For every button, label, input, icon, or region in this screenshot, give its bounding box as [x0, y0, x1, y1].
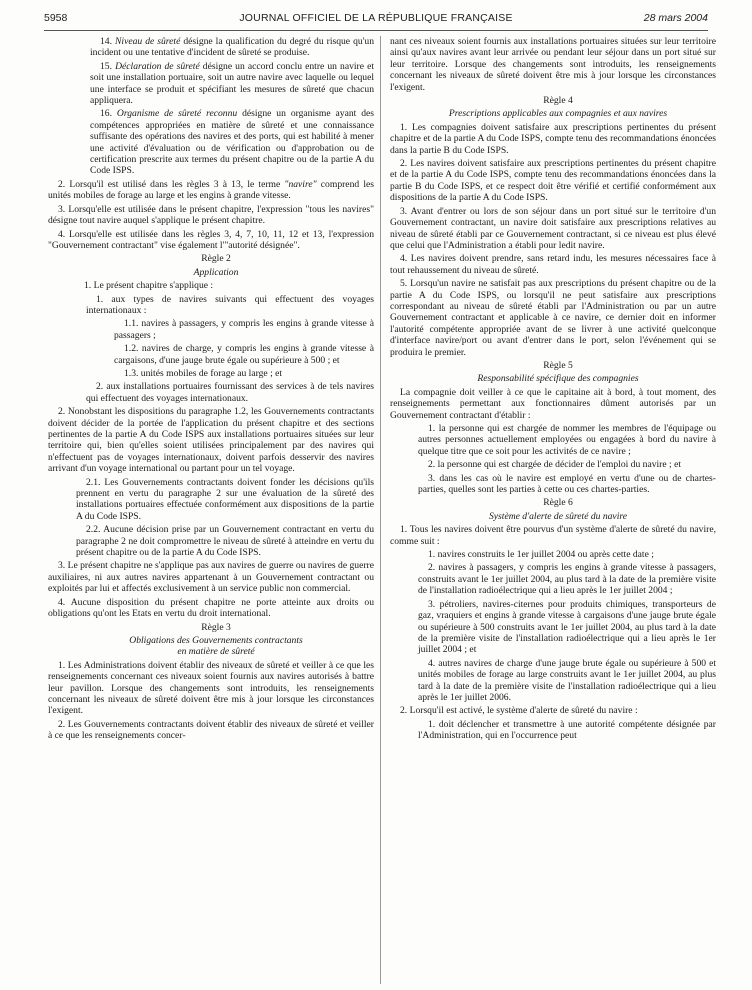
rule-5-subtitle: Responsabilité spécifique des compagnies: [477, 373, 639, 385]
rule-2-paragraph-3: 3. Le présent chapitre ne s'applique pas aux navires de guerre ou navires de guerre auxiliaires, ni aux autres navires appartenant à un Gouvernement contractant ou exploités par lui et affectés exclusivement à un service public non commercial.: [48, 560, 374, 595]
rule-4-paragraph-1: 1. Les compagnies doivent satisfaire aux prescriptions pertinentes du présent chapitre et de la partie A du Code ISPS, compte tenu des recommandations énoncées dans la partie B du Code ISPS.: [390, 121, 716, 156]
rule-3-heading: Règle 3: [201, 621, 231, 633]
page-number: 5958: [44, 12, 68, 24]
rule-6-item-1: 1. navires construits le 1er juillet 2004 ou après cette date ;: [428, 549, 654, 561]
definition-16: 16. Organisme de sûreté reconnu désigne un organisme ayant des compétences appropriées en matière de sûreté et une connaissance suffisante des opérations des navires et des ports, qui est habilité à mener une activité d'évaluation ou de vérification ou d'approbation ou de certification prescrite aux termes du présent chapitre ou de la partie A du Code ISPS.: [90, 108, 374, 177]
rule-6-paragraph-2-item-1: 1. doit déclencher et transmettre à une autorité compétente désignée par l'Administration, qui en l'occurrence peut: [418, 718, 716, 742]
rule-6-item-3: 3. pétroliers, navires-citernes pour produits chimiques, transporteurs de gaz, vraquiers et engins à grande vitesse à cargaisons d'une jauge brute égale ou supérieure à 500 construits avant le 1er juillet 2004, au plus tard à la date de la première visite de l'installation radioélectrique qui a lieu après le 1er juillet 2004 ; et: [418, 598, 716, 656]
definition-term: Déclaration de sûreté: [115, 60, 200, 72]
rule-4-paragraph-2: 2. Les navires doivent satisfaire aux prescriptions pertinentes du présent chapitre et de la partie A du Code ISPS, compte tenu des recommandations énoncées dans la partie B du Code ISPS, et ce respect doit être vérifié et certifié conformément aux dispositions de la partie A du Code ISPS.: [390, 158, 716, 204]
rule-5-intro: La compagnie doit veiller à ce que le capitaine ait à bord, à tout moment, des renseignements permettant aux fonctionnaires dûment autorisés par un Gouvernement contractant d'établir :: [390, 386, 716, 421]
definition-term: Niveau de sûreté: [115, 36, 181, 47]
definition-14: 14. Niveau de sûreté désigne la qualification du degré du risque qu'un incident ou une tentative d'incident de sûreté se produise.: [90, 36, 374, 59]
rule-2-paragraph-4: 4. Aucune disposition du présent chapitre ne porte atteinte aux droits ou obligations qu'ont les Etats en vertu du droit international.: [48, 596, 374, 620]
rule-5-item-2: 2. la personne qui est chargée de décider de l'emploi du navire ; et: [428, 459, 682, 471]
rule-2-item-1-1-1: 1.1. navires à passagers, y compris les engins à grande vitesse à passagers ;: [114, 318, 374, 341]
left-column: [48, 36, 374, 984]
rule-6-paragraph-2: 2. Lorsqu'il est activé, le système d'alerte de sûreté du navire :: [400, 705, 638, 717]
journal-title: JOURNAL OFFICIEL DE LA RÉPUBLIQUE FRANÇAISE: [239, 12, 513, 24]
rule-2-subtitle: Application: [193, 266, 239, 278]
rule-3-subtitle-line-1: Obligations des Gouvernements contractants: [129, 634, 303, 646]
rule-2-paragraph-2-2: 2.2. Aucune décision prise par un Gouvernement contractant en vertu du paragraphe 2 ne doit compromettre le niveau de sûreté à atteindre en vertu du présent chapitre ou de la partie A du Code ISPS.: [76, 524, 374, 559]
rule-6-item-2: 2. navires à passagers, y compris les engins à grande vitesse à passagers, construits avant le 1er juillet 2004, au plus tard à la date de la première visite de l'installation radioélectrique qui a lieu après le 1er juillet 2004 ;: [418, 562, 716, 597]
header-rule: [44, 30, 708, 31]
rule-2-paragraph-2: 2. Nonobstant les dispositions du paragraphe 1.2, les Gouvernements contractants doivent décider de la portée de l'application du présent chapitre et des sections pertinentes de la partie A du Code ISPS aux installations portuaires situées sur leur territoire qui, bien qu'elles soient utilisées principalement par des navires qui n'effectuent pas de voyages internationaux, doivent parfois desservir des navires arrivant d'un voyage international ou partant pour un tel voyage.: [48, 406, 374, 475]
rule-6-item-4: 4. autres navires de charge d'une jauge brute égale ou supérieure à 500 et unités mobiles de forage au large construits avant le 1er juillet 2004, au plus tard à la date de la première visite de l'installation radioélectrique qui a lieu après le 1er juillet 2006.: [418, 657, 716, 703]
definition-term: Organisme de sûreté reconnu: [116, 108, 238, 120]
rule-6-paragraph-1: 1. Tous les navires doivent être pourvus d'un système d'alerte de sûreté du navire, comme suit :: [390, 524, 716, 547]
rule-2-heading: Règle 2: [201, 253, 231, 265]
rule-6-heading: Règle 6: [543, 497, 573, 509]
rule-5-heading: Règle 5: [543, 359, 573, 371]
rule-2-item-1: 1. Le présent chapitre s'applique :: [84, 280, 214, 292]
right-column: [390, 36, 716, 984]
definition-15: 15. Déclaration de sûreté désigne un accord conclu entre un navire et soit une installation portuaire, soit un autre navire avec laquelle ou lequel une interface se produit et spécifiant les mesures de sûreté que chacun appliquera.: [90, 60, 374, 107]
rule-4-paragraph-3: 3. Avant d'entrer ou lors de son séjour dans un port situé sur le territoire d'un Gouvernement contractant, un navire doit satisfaire aux prescriptions relatives au niveau de sûreté établi par ce Gouvernement contractant, si ce niveau est plus élevé que celui que l'Administration a établi pour ledit navire.: [390, 205, 716, 251]
rule-3-paragraph-2: 2. Les Gouvernements contractants doivent établir des niveaux de sûreté et veiller à ce que les renseignements concer-: [48, 718, 374, 742]
paragraph-2: 2. Lorsqu'il est utilisé dans les règles 3 à 13, le terme "navire" comprend les unités mobiles de forage au large et les engins à grande vitesse.: [48, 178, 374, 202]
rule-4-subtitle: Prescriptions applicables aux compagnies et aux navires: [448, 108, 668, 120]
paragraph-4: 4. Lorsqu'elle est utilisée dans les règles 3, 4, 7, 10, 11, 12 et 13, l'expression "Gouvernement contractant" vise également l'"autorité désignée".: [48, 228, 374, 251]
rule-5-item-3: 3. dans les cas où le navire est employé en vertu d'une ou de chartes-parties, quelles sont les parties à cette ou ces chartes-parties.: [418, 472, 716, 496]
rule-2-item-1-1-3: 1.3. unités mobiles de forage au large ; et: [124, 367, 283, 379]
rule-3-paragraph-1: 1. Les Administrations doivent établir des niveaux de sûreté et veiller à ce que les renseignements concernant ces niveaux soient fournis aux navires autorisés à battre leur pavillon. Lorsque des changements sont introduits, les renseignements concernant les niveaux de sûreté doivent être mis à jour lorsque les circonstances l'exigent.: [48, 659, 374, 717]
paragraph-3: 3. Lorsqu'elle est utilisée dans le présent chapitre, l'expression "tous les navires" désigne tout navire auquel s'applique le présent chapitre.: [48, 203, 374, 227]
rule-4-paragraph-5: 5. Lorsqu'un navire ne satisfait pas aux prescriptions du présent chapitre ou de la partie A du Code ISPS, ou lorsqu'il ne peut satisfaire aux prescriptions correspondant au niveau de sûreté établi par l'Administration ou par un autre Gouvernement contractant et applicable à ce navire, ce dernier doit en informer l'autorité compétente appropriée avant de se livrer à une activité quelconque d'interface navire/port ou avant d'entrer dans le port, selon l'événement qui se produira le premier.: [390, 278, 716, 358]
rule-6-subtitle: Système d'alerte de sûreté du navire: [488, 510, 627, 522]
rule-4-heading: Règle 4: [543, 95, 573, 107]
rule-2-item-1-1: 1. aux types de navires suivants qui effectuent des voyages internationaux :: [86, 293, 374, 316]
rule-3-paragraph-2-continued: nant ces niveaux soient fournis aux installations portuaires situées sur leur territoire ainsi qu'aux navires avant leur arrivée ou pendant leur séjour dans un port situé sur leur territoire. Lorsque des changements sont introduits, les renseignements concernant les niveaux de sûreté doivent être mis à jour lorsque les circonstances l'exigent.: [390, 36, 716, 93]
rule-2-item-1-2: 2. aux installations portuaires fournissant des services à de tels navires qui effectuent des voyages internationaux.: [86, 381, 374, 404]
rule-4-paragraph-4: 4. Les navires doivent prendre, sans retard indu, les mesures nécessaires face à tout rehaussement du niveau de sûreté.: [390, 253, 716, 276]
rule-3-subtitle-line-2: en matière de sûreté: [177, 646, 255, 658]
issue-date: 28 mars 2004: [643, 12, 708, 24]
column-divider: [380, 36, 381, 984]
rule-2-paragraph-2-1: 2.1. Les Gouvernements contractants doivent fonder les décisions qu'ils prennent en vertu du paragraphe 2 sur une évaluation de la sûreté des installations portuaires effectuée conformément aux dispositions de la partie A du Code ISPS.: [76, 476, 374, 522]
rule-2-item-1-1-2: 1.2. navires de charge, y compris les engins à grande vitesse à cargaisons, d'une jauge brute égale ou supérieure à 500 ; et: [114, 343, 374, 366]
page-header: [44, 12, 708, 28]
rule-5-item-1: 1. la personne qui est chargée de nommer les membres de l'équipage ou autres personnes actuellement employées ou engagées à bord du navire à quelque titre que ce soit pour les activités de ce navire ;: [418, 423, 716, 457]
